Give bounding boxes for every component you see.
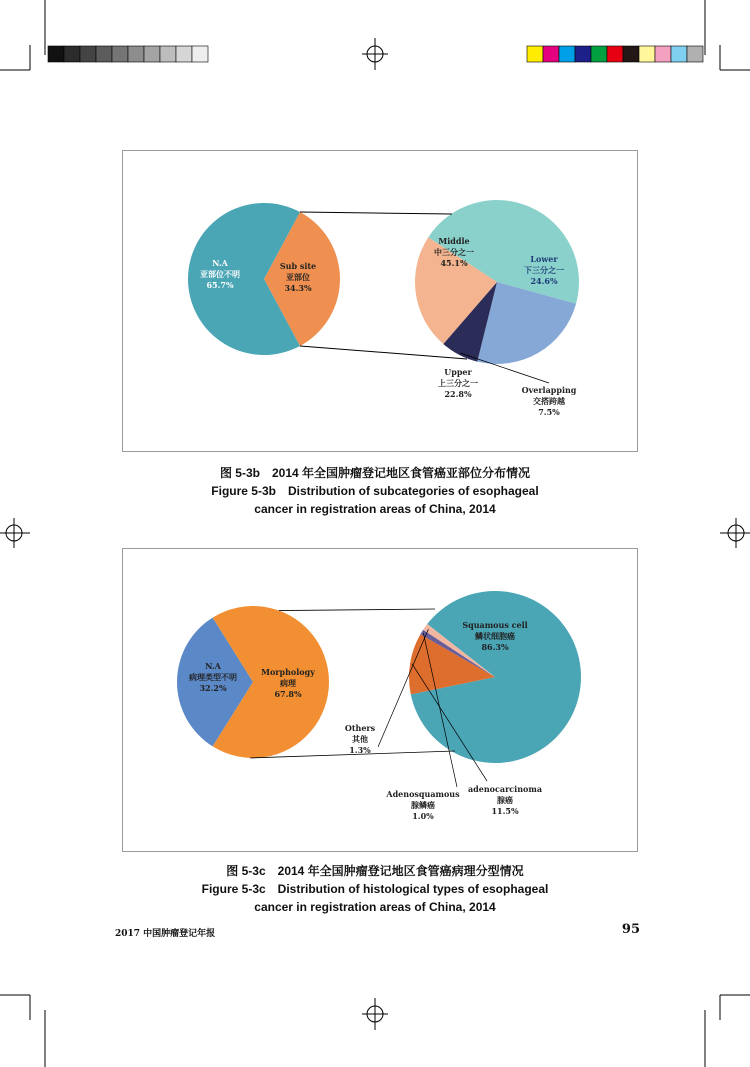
color-swatch <box>607 46 623 62</box>
figure-c-label-na: N.A 病理类型不明 32.2% <box>189 661 237 693</box>
color-swatch <box>543 46 559 62</box>
color-swatch <box>655 46 671 62</box>
chart-figure-5-3b <box>122 150 638 452</box>
figure-c-caption-zh: 图 5-3c 2014 年全国肿瘤登记地区食管癌病理分型情况 <box>226 864 524 878</box>
color-swatch <box>527 46 543 62</box>
color-swatch <box>575 46 591 62</box>
gray-swatch <box>112 46 128 62</box>
registration-mark-left <box>0 518 30 548</box>
page-number: 95 <box>621 922 640 937</box>
gray-swatch <box>96 46 112 62</box>
color-swatch <box>639 46 655 62</box>
color-swatch <box>671 46 687 62</box>
registration-mark-right <box>720 518 750 548</box>
gray-swatch <box>160 46 176 62</box>
figure-c-label-adenosquamous: Adenosquamous 腺鳞癌 1.0% <box>386 789 460 821</box>
chart-figure-5-3c <box>122 548 638 852</box>
figure-c-label-squamous: Squamous cell 鳞状细胞癌 86.3% <box>462 620 528 652</box>
color-swatch <box>687 46 703 62</box>
figure-c-caption-en-1: Figure 5-3c Distribution of histological types of esophageal <box>201 882 549 896</box>
gray-swatch <box>64 46 80 62</box>
pie-of-pie-chart-c <box>123 549 639 853</box>
gray-swatch <box>144 46 160 62</box>
figure-b-label-middle: Middle 中三分之一 45.1% <box>434 236 474 268</box>
registration-mark-bottom <box>362 998 388 1030</box>
figure-c-caption-en-2: cancer in registration areas of China, 2014 <box>254 900 496 914</box>
connector-line-top <box>300 212 452 214</box>
figure-c-label-morphology: Morphology 病理 67.8% <box>261 667 315 699</box>
grayscale-color-bar <box>48 46 208 62</box>
footer-book-title: 2017 中国肿瘤登记年报 <box>115 929 216 939</box>
process-color-bar <box>527 46 703 62</box>
registration-mark-top <box>362 38 388 70</box>
gray-swatch <box>128 46 144 62</box>
color-swatch <box>623 46 639 62</box>
gray-swatch <box>192 46 208 62</box>
gray-swatch <box>80 46 96 62</box>
figure-b-caption-en-1: Figure 5-3b Distribution of subcategories of esophageal <box>211 484 539 498</box>
color-swatch <box>559 46 575 62</box>
gray-swatch <box>176 46 192 62</box>
pie-of-pie-chart-b <box>123 151 639 453</box>
figure-c-label-adenocarcinoma: adenocarcinoma 腺癌 11.5% <box>468 784 542 816</box>
figure-b-label-subsite: Sub site 亚部位 34.3% <box>279 261 317 293</box>
gray-swatch <box>48 46 64 62</box>
figure-b-caption-zh: 图 5-3b 2014 年全国肿瘤登记地区食管癌亚部位分布情况 <box>219 466 531 480</box>
figure-b-caption-en-2: cancer in registration areas of China, 2014 <box>254 502 496 516</box>
figure-c-label-others: Others 其他 1.3% <box>344 723 376 755</box>
figure-b-label-na: N.A 亚部位不明 65.7% <box>200 258 240 290</box>
figure-b-label-upper: Upper 上三分之一 22.8% <box>438 367 478 399</box>
connector-line-bottom <box>300 346 467 359</box>
color-swatch <box>591 46 607 62</box>
figure-b-label-lower: Lower 下三分之一 24.6% <box>524 254 564 286</box>
figure-b-label-overlapping: Overlapping 交搭跨越 7.5% <box>521 385 577 417</box>
connector-line-top <box>279 609 435 611</box>
